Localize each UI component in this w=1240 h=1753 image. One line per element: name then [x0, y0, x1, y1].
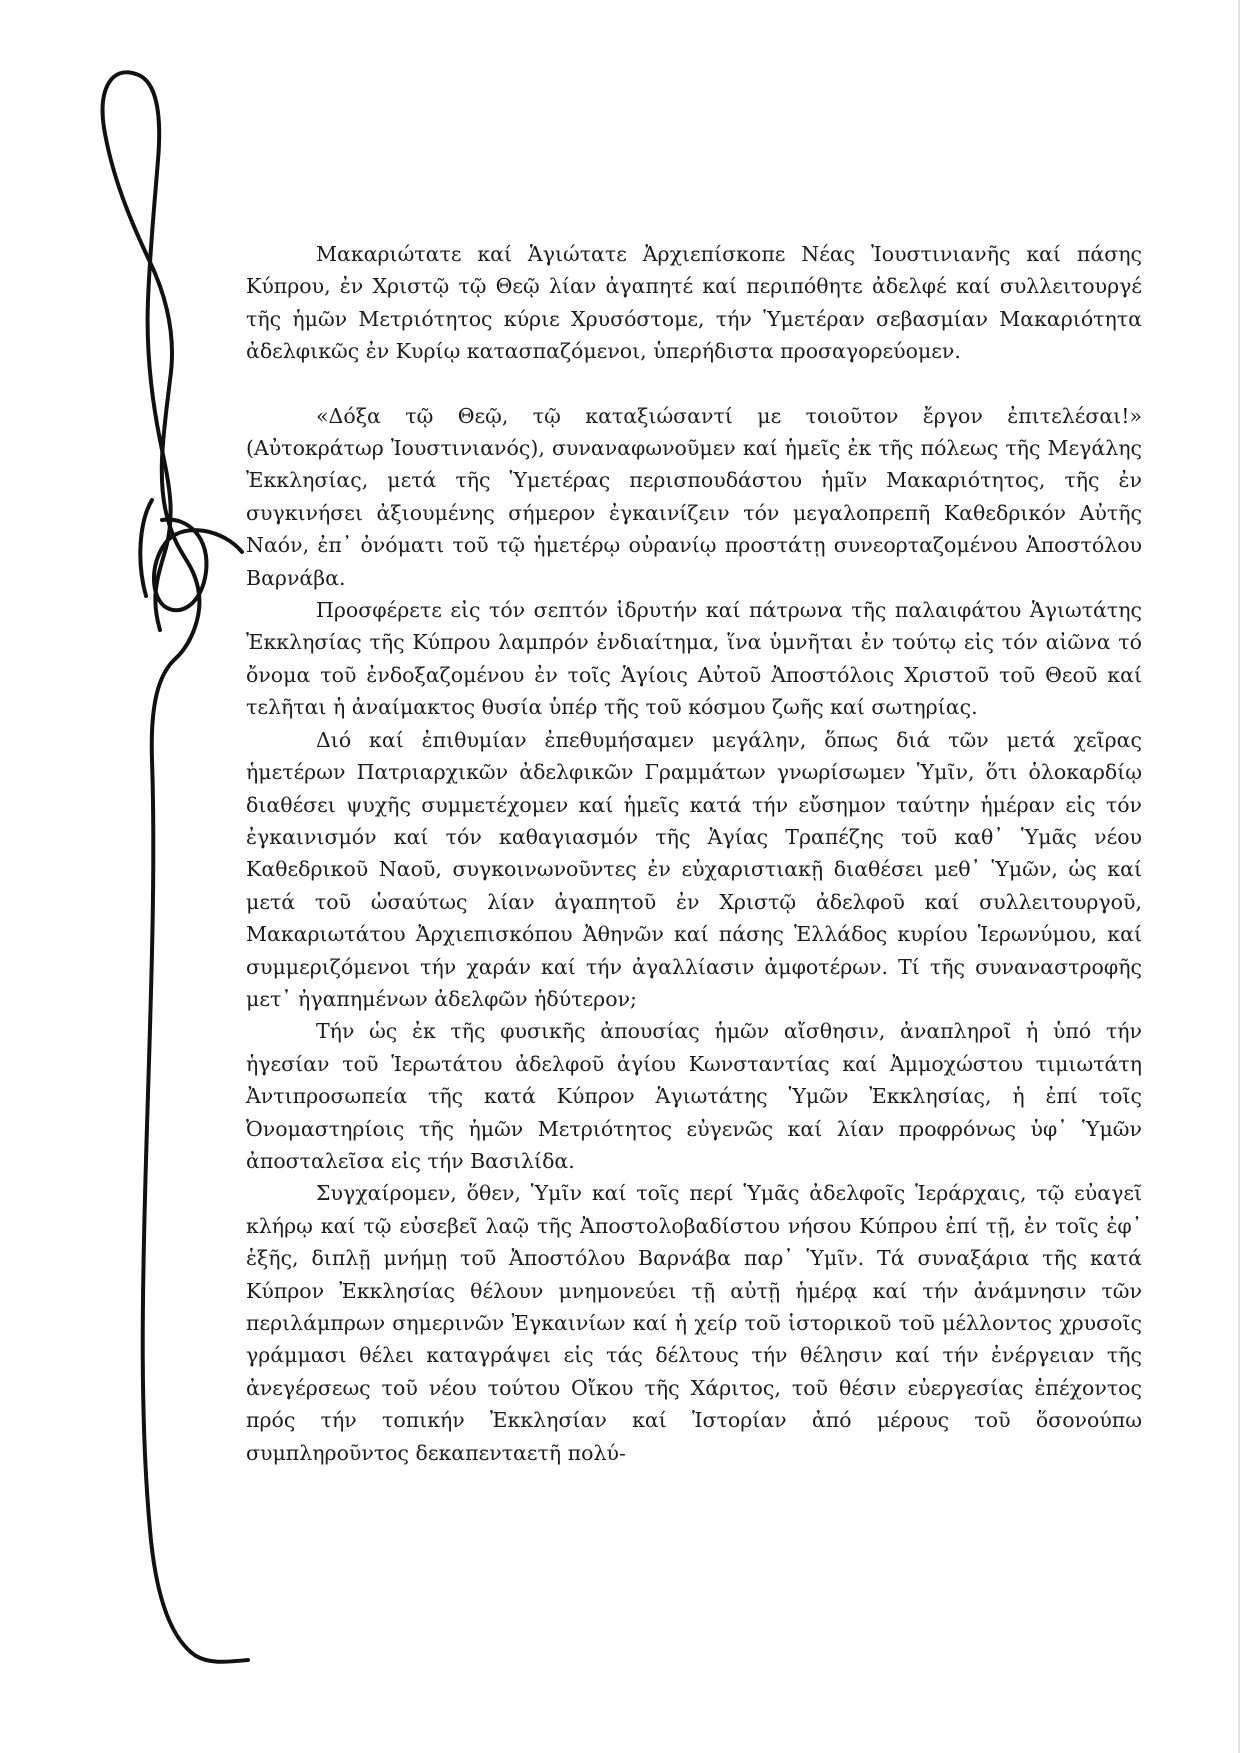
paragraph-founder: Προσφέρετε εἰς τόν σεπτόν ἱδρυτήν καί πάτρωνα τῆς παλαιφάτου Ἁγιωτάτης Ἐκκλησίας τῆς Κύπρου λαμπρόν ἐνδιαίτημα, ἵνα ὑμνῆται ἐν τούτῳ εἰς τόν αἰῶνα τό ὄνομα τοῦ ἐνδοξαζομένου ἐν τοῖς Ἁγίοις Αὐτοῦ Ἀποστόλοις Χριστοῦ τοῦ Θεοῦ καί τελῆται ἡ ἀναίμακτος θυσία ὑπέρ τῆς τοῦ κόσμου ζωῆς καί σωτηρίας. [246, 598, 1142, 720]
letter-body [246, 238, 1142, 1469]
paragraph-doxology: «Δόξα τῷ Θεῷ, τῷ καταξιώσαντί με τοιοῦτον ἔργον ἐπιτελέσαι!» (Αὐτοκράτωρ Ἰουστινιανός), συναναφωνοῦμεν καί ἡμεῖς ἐκ τῆς πόλεως τῆς Μεγάλης Ἐκκλησίας, μετά τῆς Ὑμετέρας περισπουδάστου ἡμῖν Μακαριότητος, τῆς ἐν συγκινήσει ἀξιουμένης σήμερον ἐγκαινίζειν τόν μεγαλοπρεπῆ Καθεδρικόν Αὐτῆς Ναόν, ἐπ᾽ ὀνόματι τοῦ τῷ ἡμετέρῳ οὐρανίῳ προστάτῃ συνεορταζομένου Ἀποστόλου Βαρνάβα. [246, 403, 1142, 590]
paragraph-congratulations: Συγχαίρομεν, ὅθεν, Ὑμῖν καί τοῖς περί Ὑμᾶς ἀδελφοῖς Ἱεράρχαις, τῷ εὐαγεῖ κλήρῳ καί τῷ εὐσεβεῖ λαῷ τῆς Ἀποστολοβαδίστου νήσου Κύπρου ἐπί τῇ, ἐν τοῖς ἐφ᾽ ἑξῆς, διπλῇ μνήμῃ τοῦ Ἀποστόλου Βαρνάβα παρ᾽ Ὑμῖν. Τά συναξάρια τῆς κατά Κύπρον Ἐκκλησίας θέλουν μνημονεύει τῇ αὐτῇ ἡμέρᾳ καί τήν ἀνάμνησιν τῶν περιλάμπρων σημερινῶν Ἐγκαινίων καί ἡ χείρ τοῦ ἱστορικοῦ τοῦ μέλλοντος χρυσοῖς γράμμασι θέλει καταγράψει εἰς τάς δέλτους τήν θέλησιν καί τήν ἐνέργειαν τῆς ἀνεγέρσεως τοῦ νέου τούτου Οἴκου τῆς Χάριτος, τοῦ θέσιν εὐεργεσίας ἐπέχοντος πρός τήν τοπικήν Ἐκκλησίαν καί Ἱστορίαν ἀπό μέρους τοῦ ὅσονούπω συμπληροῦντος δεκαπενταετῆ πολύ- [246, 1181, 1142, 1465]
paragraph-desire: Διό καί ἐπιθυμίαν ἐπεθυμήσαμεν μεγάλην, ὅπως διά τῶν μετά χεῖρας ἡμετέρων Πατριαρχικῶν ἀδελφικῶν Γραμμάτων γνωρίσωμεν Ὑμῖν, ὅτι ὁλοκαρδίῳ διαθέσει ψυχῆς συμμετέχομεν καί ἡμεῖς κατά τήν εὔσημον ταύτην ἡμέραν εἰς τόν ἐγκαινισμόν καί τόν καθαγιασμόν τῆς Ἁγίας Τραπέζης τοῦ καθ᾽ Ὑμᾶς νέου Καθεδρικοῦ Ναοῦ, συγκοινωνοῦντες ἐν εὐχαριστιακῇ διαθέσει μεθ᾽ Ὑμῶν, ὡς καί μετά τοῦ ὡσαύτως λίαν ἀγαπητοῦ ἐν Χριστῷ ἀδελφοῦ καί συλλειτουργοῦ, Μακαριωτάτου Ἀρχιεπισκόπου Ἀθηνῶν καί πάσης Ἑλλάδος κυρίου Ἱερωνύμου, καί συμμεριζόμενοι τήν χαράν καί τήν ἀγαλλίασιν ἀμφοτέρων. Τί τῆς συναναστροφῆς μετ᾽ ἠγαπημένων ἀδελφῶν ἡδύτερον; [246, 727, 1142, 1011]
paragraph-delegation: Τήν ὡς ἐκ τῆς φυσικῆς ἀπουσίας ἡμῶν αἴσθησιν, ἀναπληροῖ ἡ ὑπό τήν ἡγεσίαν τοῦ Ἱερωτάτου ἀδελφοῦ ἁγίου Κωνσταντίας καί Ἀμμοχώστου τιμιωτάτη Ἀντιπροσωπεία τῆς κατά Κύπρον Ἁγιωτάτης Ὑμῶν Ἐκκλησίας, ἡ ἐπί τοῖς Ὀνομαστηρίοις τῆς ἡμῶν Μετριότητος εὐγενῶς καί λίαν προφρόνως ὑφ᾽ Ὑμῶν ἀποσταλεῖσα εἰς τήν Βασιλίδα. [246, 1019, 1142, 1173]
paragraph-greeting: Μακαριώτατε καί Ἁγιώτατε Ἀρχιεπίσκοπε Νέας Ἰουστινιανῆς καί πάσης Κύπρου, ἐν Χριστῷ τῷ Θεῷ λίαν ἀγαπητέ καί περιπόθητε ἀδελφέ καί συλλειτουργέ τῆς ἡμῶν Μετριότητος κύριε Χρυσόστομε, τήν Ὑμετέραν σεβασμίαν Μακαριότητα ἀδελφικῶς ἐν Κυρίῳ κατασπαζόμενοι, ὑπερήδιστα προσαγορεύομεν. [246, 242, 1142, 364]
